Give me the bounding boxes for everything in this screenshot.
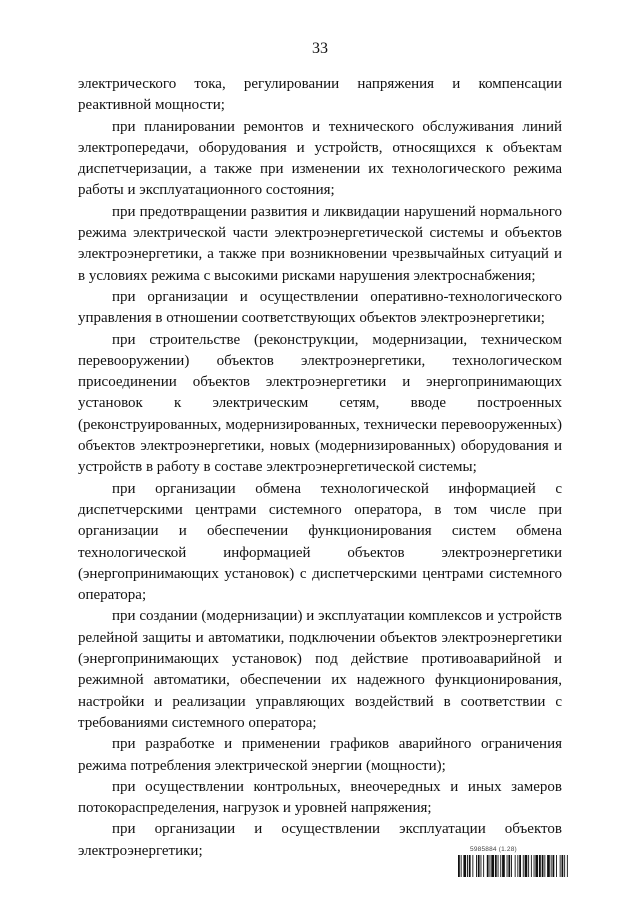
paragraph: при создании (модернизации) и эксплуатации комплексов и устройств релейной защиты и автоматики, подключении объектов электроэнергетики (энергопринимающих установок) под действие противоаварийной и режимной автоматики, обеспечении их надежного функционирования, настройки и реализации управляющих воздействий в соответствии с требованиями системного оператора;	[78, 608, 562, 731]
barcode-label: 5985884 (1.28)	[470, 846, 517, 853]
paragraph: при предотвращении развития и ликвидации нарушений нормального режима электрической части электроэнергетической системы и объектов электроэнергетики, а также при возникновении чрезвычайных ситуаций и в условиях режима с высокими рисками нарушения электроснабжения;	[78, 203, 562, 284]
barcode-block	[458, 848, 568, 878]
paragraph: при организации обмена технологической информацией с диспетчерскими центрами системного оператора, в том числе при организации и обеспечении функционирования систем обмена технологической информацией объектов электроэнергетики (энергопринимающих установок) с диспетчерскими центрами системного оператора;	[78, 480, 562, 604]
paragraph: при планировании ремонтов и технического обслуживания линий электропередачи, оборудования и устройств, относящихся к объектам диспетчеризации, а также при изменении их технологического режима работы и эксплуатационного состояния;	[78, 118, 562, 199]
barcode-icon	[458, 855, 568, 877]
paragraph: при разработке и применении графиков аварийного ограничения режима потребления электрической энергии (мощности);	[78, 736, 562, 774]
page-number: 33	[312, 40, 328, 57]
paragraph: при организации и осуществлении эксплуатации объектов электроэнергетики;	[78, 821, 562, 859]
paragraph: при строительстве (реконструкции, модернизации, техническом перевооружении) объектов электроэнергетики, технологическом присоединении объектов электроэнергетики и энергопринимающих установок к электрическим сетям, вводе построенных (реконструированных, модернизированных, технически перевооруженных) объектов электроэнергетики, новых (модернизированных) оборудования и устройств в работу в составе электроэнергетической системы;	[78, 331, 562, 476]
paragraph: электрического тока, регулировании напряжения и компенсации реактивной мощности;	[78, 76, 562, 114]
paragraph: при организации и осуществлении оперативно-технологического управления в отношении соответствующих объектов электроэнергетики;	[78, 288, 562, 327]
body-text	[78, 74, 562, 862]
paragraph: при осуществлении контрольных, внеочередных и иных замеров потокораспределения, нагрузок и уровней напряжения;	[78, 778, 562, 817]
